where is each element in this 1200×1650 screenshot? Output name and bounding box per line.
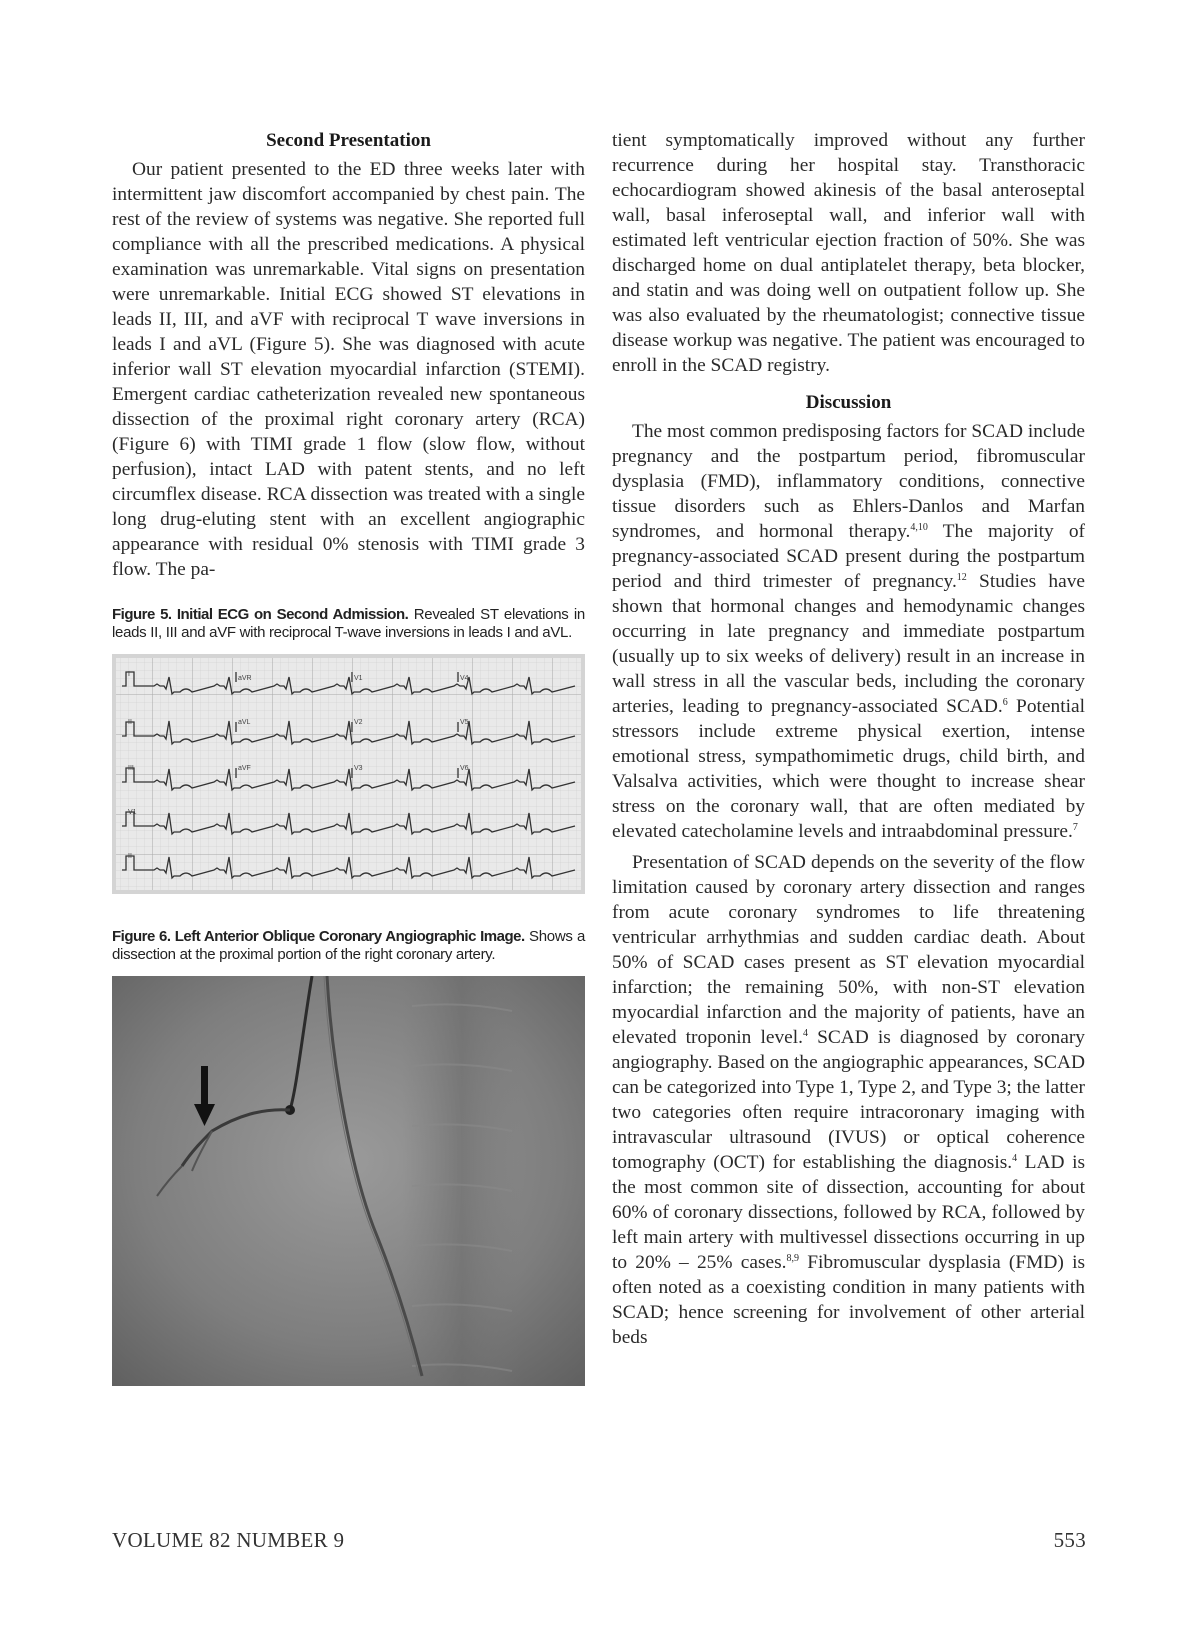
citation: 6 [1002,697,1008,708]
ecg-lead-label: II [128,853,132,860]
right-column [612,128,1085,1350]
section-heading-discussion: Discussion [805,392,892,413]
citation: 4 [1012,1153,1018,1164]
paragraph-second-presentation: Our patient presented to the ED three weeks later with intermittent jaw discomfort accompanied by chest pain. The rest of the review of systems was negative. She reported full compliance with all the prescribed medications. A physical examination was unremarkable. Vital signs on presentation were unremarkable. Initial ECG showed ST elevations in leads II, III, and aVF with reciprocal T wave inversions in leads I and aVL (Figure 5). She was diagnosed with acute inferior wall ST elevation myocardial infarction (STEMI). Emergent cardiac catheterization revealed new spontaneous dissection of the proximal right coronary artery (RCA) (Figure 6) with TIMI grade 1 flow (slow flow, without perfusion), intact LAD with patent stents, and no left circumflex disease. RCA dissection was treated with a single long drug-eluting stent with an excellent angiographic appearance with residual 0% stenosis with TIMI grade 3 flow. The pa- [112,159,585,580]
figure5-ecg-image [112,654,585,894]
citation: 8,9 [786,1253,799,1264]
ecg-lead-label: II [128,719,132,726]
figure6-angiogram-image [112,976,585,1386]
figure6-caption-text: Shows a dissection at the proximal portion of the right coronary artery. [112,928,585,963]
ecg-lead-label: aVF [238,765,251,772]
ecg-lead-label: III [128,765,134,772]
left-column [112,128,585,1386]
citation: 12 [956,572,967,583]
ecg-lead-label: aVL [238,719,251,726]
ecg-lead-label: V4 [460,675,469,682]
citation: 4 [803,1028,808,1039]
ecg-lead-label: V5 [460,719,469,726]
citation: 4,10 [910,522,928,533]
figure5-caption [112,606,585,642]
paragraph-continued: tient symptomatically improved without any further recurrence during her hospital stay. Transthoracic echocardiogram showed akinesis of the basal anteroseptal wall, basal inferoseptal wall, and inferior wall with estimated left ventricular ejection fraction of 50%. She was discharged home on dual antiplatelet therapy, beta blocker, and statin and was doing well on outpatient follow up. She was also evaluated by the rheumatologist; connective tissue disease workup was negative. The patient was encouraged to enroll in the SCAD registry. [612,130,1085,376]
ecg-lead-label: V2 [354,719,363,726]
ecg-lead-label: V1 [128,809,137,816]
section-heading-second-presentation: Second Presentation [266,130,431,151]
ecg-lead-label: V1 [354,675,363,682]
footer-journal-issue: VOLUME 82 NUMBER 9 [112,1528,345,1552]
footer-page-number: 553 [1053,1528,1086,1552]
figure6-caption [112,928,585,964]
figure6-caption-title: Figure 6. Left Anterior Oblique Coronary Angiographic Image. [112,928,525,945]
figure5-caption-title: Figure 5. Initial ECG on Second Admission. [112,606,409,623]
discussion-paragraph-1: The most common predisposing factors for SCAD include pregnancy and the postpartum period, fibromuscular dysplasia (FMD), inflammatory conditions, connective tissue disorders such as Ehlers-Danlos and Marfan syndromes, and hormonal therapy.$^{4,10}$ The majority of pregnancy-associated SCAD present during the postpartum period and third trimester of pregnancy.$^{12}$ Studies have shown that hormonal changes and hemodynamic changes occurring in late pregnancy and immediate postpartum (usually up to six weeks of delivery) result in an increase in wall stress in all the vascular beds, including the coronary arteries, leading to pregnancy-associated SCAD.$^6$ Potential stressors include extreme physical exertion, intense emotional stress, sympathomimetic drugs, child birth, and Valsalva activities, which were thought to increase shear stress on the coronary wall, that are often mediated by elevated catecholamine levels and intraabdominal pressure.$^7$ [612,421,1085,842]
discussion-paragraph-2: Presentation of SCAD depends on the severity of the flow limitation caused by coronary artery dissection and ranges from acute coronary syndromes to life threatening ventricular arrhythmias and sudden cardiac death. About 50% of SCAD cases present as ST elevation myocardial infarction; the remaining 50%, with non-ST elevation myocardial infarction and the majority of patients, have an elevated troponin level.$^4$ SCAD is diagnosed by coronary angiography. Based on the angiographic appearances, SCAD can be categorized into Type 1, Type 2, and Type 3; the latter two categories often require intracoronary imaging with intravascular ultrasound (IVUS) or optical coherence tomography (OCT) for establishing the diagnosis.$^4$ LAD is the most common site of dissection, accounting for about 60% of coronary dissections, followed by RCA, followed by left main artery with multivessel dissections occurring in up to 20% – 25% cases.$^{8,9}$ Fibromuscular dysplasia (FMD) is often noted as a coexisting condition in many patients with SCAD; hence screening for involvement of other arterial beds [612,852,1086,1348]
ecg-lead-label: I [128,671,130,678]
ecg-lead-label: V3 [354,765,363,772]
ecg-lead-label: aVR [238,675,252,682]
citation: 7 [1072,822,1078,833]
ecg-lead-label: V6 [460,765,469,772]
figure5-caption-text: Revealed ST elevations in leads II, III and aVF with reciprocal T-wave inversions in leads I and aVL. [112,606,585,641]
